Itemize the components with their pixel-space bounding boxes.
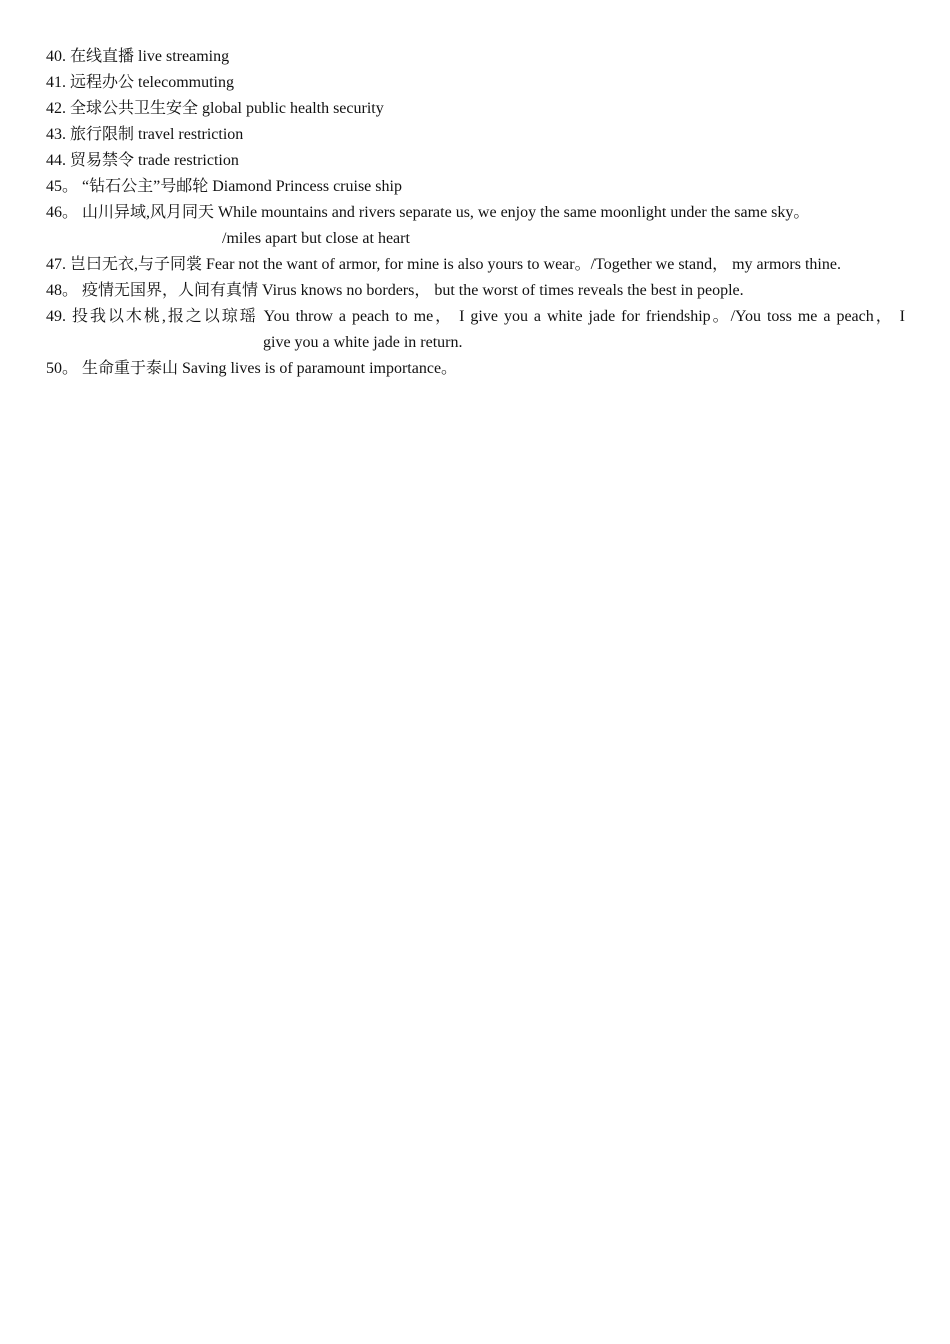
glossary-entry-49: 49. 投我以木桃,报之以琼瑶 You throw a peach to me， I give you a white jade for friendship。/You toss me a peach， I (46, 308, 905, 325)
glossary-entry-47: 47. 岂曰无衣,与子同裳 Fear not the want of armor, for mine is also yours to wear。/Together we stand， my armors thine. (46, 256, 841, 273)
glossary-entry-48: 48。 疫情无国界，人间有真情 Virus knows no borders， but the worst of times reveals the best in people. (46, 282, 744, 299)
glossary-list (46, 44, 908, 382)
glossary-entry-42: 42. 全球公共卫生安全 global public health security (46, 100, 384, 117)
glossary-entry-41: 41. 远程办公 telecommuting (46, 74, 234, 91)
glossary-entry-40: 40. 在线直播 live streaming (46, 48, 230, 65)
glossary-entry-44: 44. 贸易禁令 trade restriction (46, 152, 239, 169)
glossary-entry-49-continuation: give you a white jade in return. (263, 334, 463, 351)
glossary-entry-46: 46。 山川异域,风月同天 While mountains and rivers separate us, we enjoy the same moonlight under the same sky。 (46, 204, 810, 221)
glossary-entry-43: 43. 旅行限制 travel restriction (46, 126, 244, 143)
glossary-entry-46-continuation: /miles apart but close at heart (222, 230, 410, 247)
glossary-entry-50: 50。 生命重于泰山 Saving lives is of paramount importance。 (46, 360, 458, 377)
glossary-entry-45: 45。 “钻石公主”号邮轮 Diamond Princess cruise ship (46, 178, 402, 195)
